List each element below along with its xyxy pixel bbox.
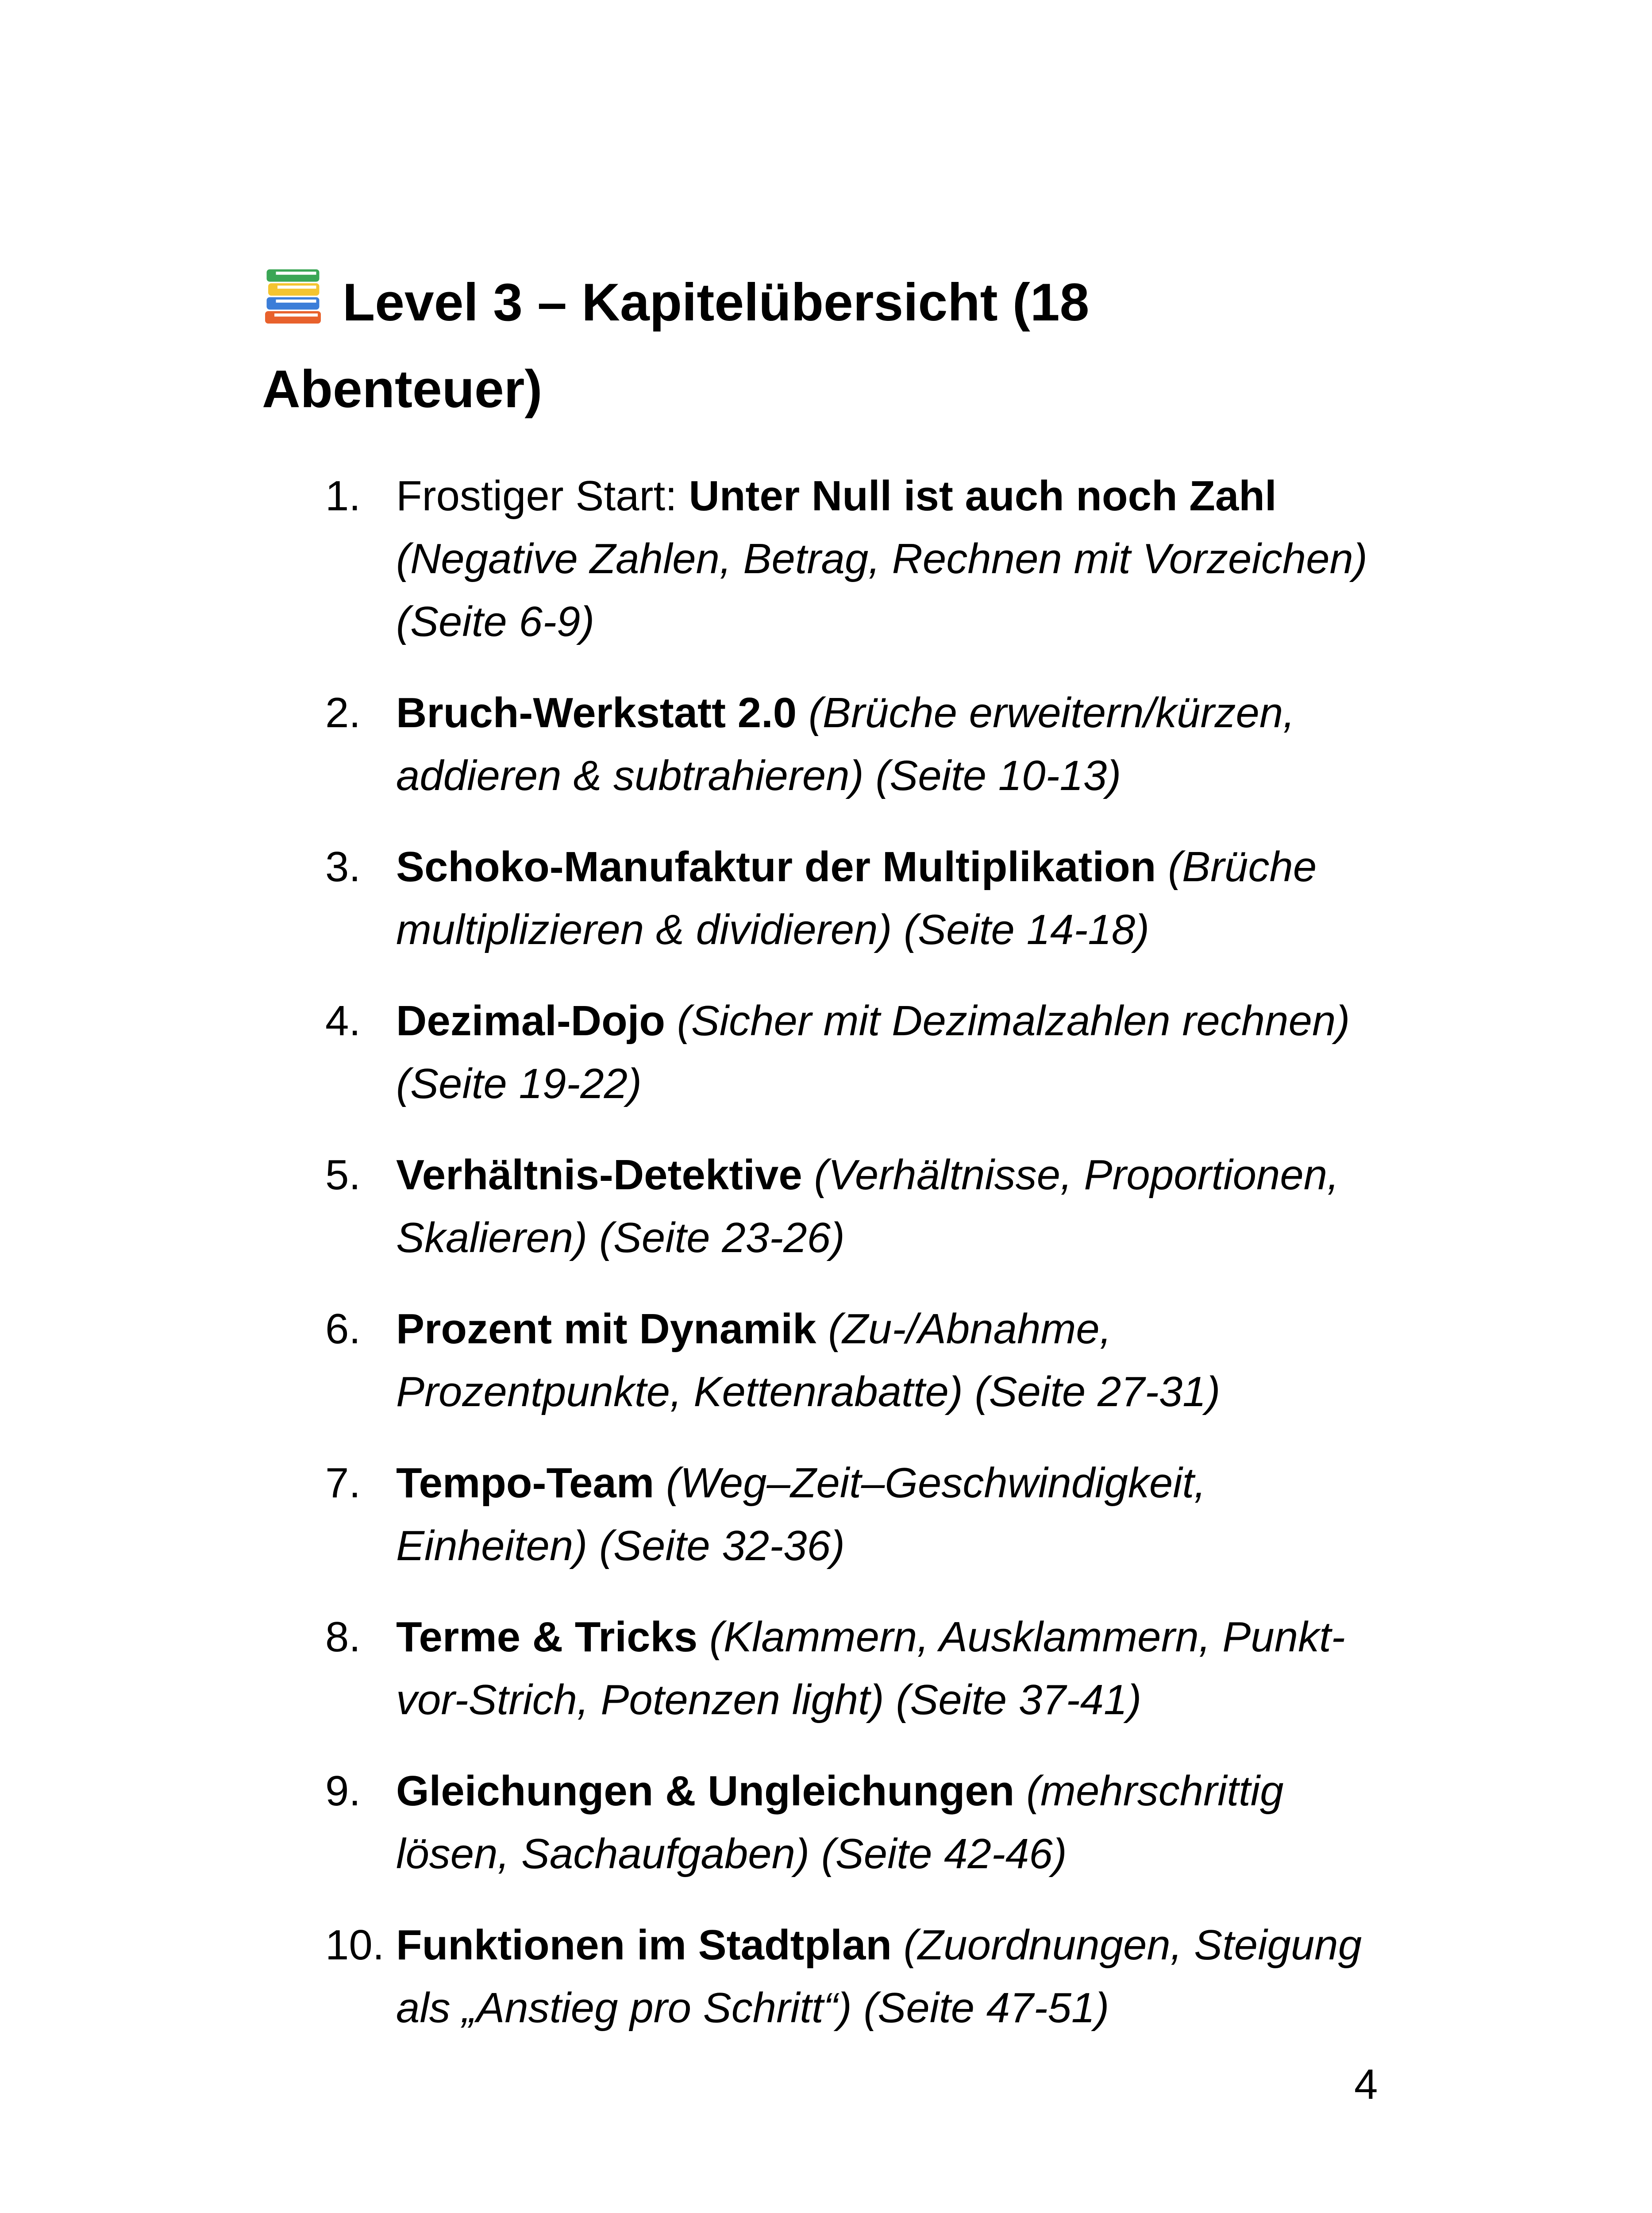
list-item [325, 1144, 1387, 1269]
list-item [325, 1298, 1387, 1423]
list-item [325, 682, 1387, 807]
title-line-2: Abenteuer) [262, 359, 543, 419]
chapter-list [325, 465, 1387, 2068]
item-number: 10. [325, 1921, 385, 1969]
item-description: (Klammern, Ausklammern, Punkt-vor-Strich, Potenzen light) (Seite 37-41) [396, 1613, 1345, 1723]
item-prefix: Frostiger Start: [396, 472, 689, 520]
item-description: (Weg–Zeit–Geschwindigkeit, Einheiten) (Seite 32-36) [396, 1459, 1206, 1569]
list-item [325, 1760, 1387, 1885]
item-title: Schoko-Manufaktur der Multiplikation [396, 843, 1156, 891]
item-title: Funktionen im Stadtplan [396, 1921, 892, 1969]
item-description: (Zuordnungen, Steigung als „Anstieg pro Schritt“) (Seite 47-51) [396, 1921, 1362, 2032]
item-number: 7. [325, 1459, 361, 1507]
item-title: Tempo-Team [396, 1459, 655, 1507]
item-number: 9. [325, 1767, 361, 1815]
item-number: 2. [325, 689, 361, 736]
item-description: (Sicher mit Dezimalzahlen rechnen) (Seite 19-22) [396, 997, 1350, 1107]
item-number: 1. [325, 472, 361, 520]
item-number: 3. [325, 843, 361, 891]
item-description: (Zu-/Abnahme, Prozentpunkte, Kettenrabatte) (Seite 27-31) [396, 1305, 1221, 1415]
list-item [325, 465, 1387, 653]
title-line-1: Level 3 – Kapitelübersicht (18 [343, 273, 1090, 332]
item-title: Prozent mit Dynamik [396, 1305, 816, 1353]
item-description: (Verhältnisse, Proportionen, Skalieren) (Seite 23-26) [396, 1151, 1339, 1261]
item-description: (Negative Zahlen, Betrag, Rechnen mit Vorzeichen) (Seite 6-9) [396, 535, 1367, 645]
item-title: Unter Null ist auch noch Zahl [689, 472, 1277, 520]
item-number: 4. [325, 997, 361, 1045]
page-title [262, 259, 1413, 432]
item-title: Dezimal-Dojo [396, 997, 666, 1045]
list-item [325, 990, 1387, 1115]
item-title: Bruch-Werkstatt 2.0 [396, 689, 797, 736]
item-number: 5. [325, 1151, 361, 1199]
item-description: (mehrschrittig lösen, Sachaufgaben) (Seite 42-46) [396, 1767, 1284, 1878]
item-description: (Brüche multiplizieren & dividieren) (Seite 14-18) [396, 843, 1317, 953]
page-number: 4 [1354, 2061, 1378, 2108]
list-item [325, 1606, 1387, 1731]
list-item [325, 1914, 1387, 2040]
list-item [325, 1452, 1387, 1577]
item-number: 6. [325, 1305, 361, 1353]
item-number: 8. [325, 1613, 361, 1661]
list-item [325, 836, 1387, 961]
books-icon [262, 265, 324, 327]
item-title: Verhältnis-Detektive [396, 1151, 802, 1199]
item-description: (Brüche erweitern/kürzen, addieren & subtrahieren) (Seite 10-13) [396, 689, 1295, 799]
item-title: Terme & Tricks [396, 1613, 698, 1661]
item-title: Gleichungen & Ungleichungen [396, 1767, 1015, 1815]
